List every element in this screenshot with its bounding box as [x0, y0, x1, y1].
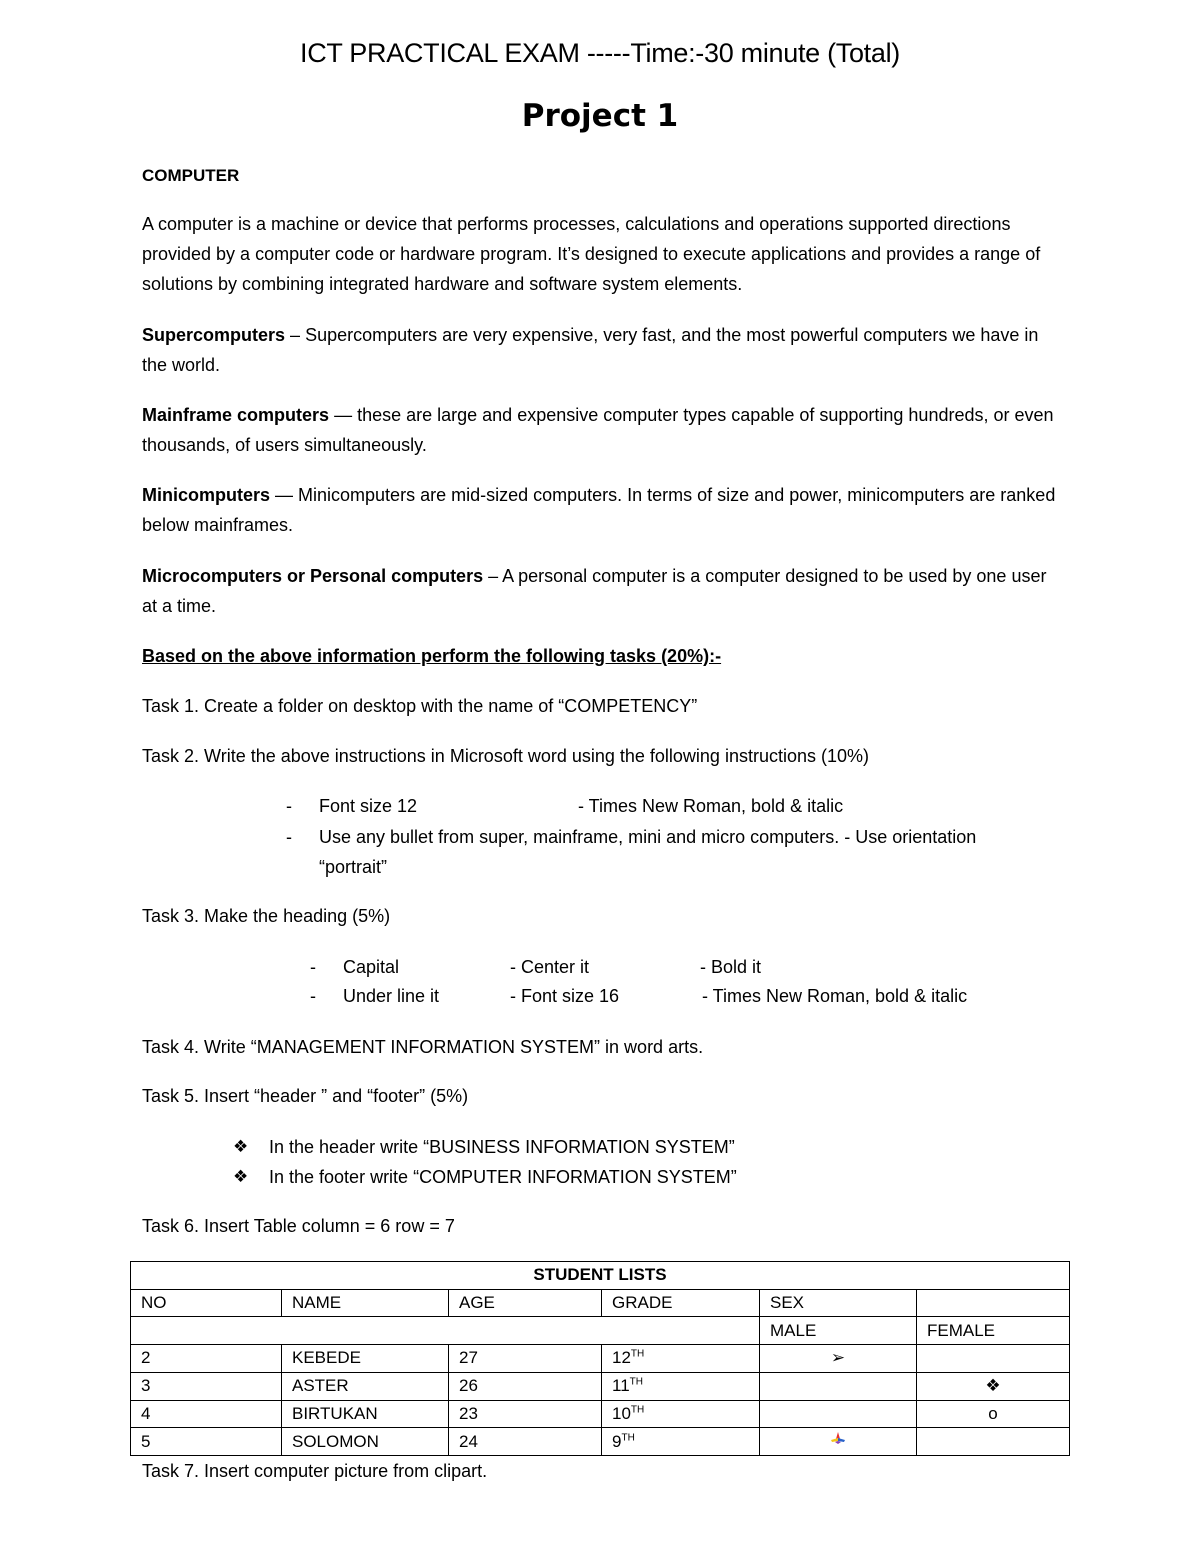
task-2-font-family: - Times New Roman, bold & italic: [578, 796, 844, 816]
cell-grade: [602, 1345, 760, 1373]
task-text: . Make the heading (5%): [194, 906, 391, 926]
table-caption-row: [131, 1262, 1070, 1290]
grade-value: 11: [612, 1376, 630, 1396]
task-5: [142, 1081, 1062, 1111]
table-header-row: [131, 1289, 1070, 1317]
cell-no: 2: [131, 1345, 282, 1373]
header-cell-empty: [917, 1289, 1070, 1317]
table-row: [131, 1428, 1070, 1456]
header-cell-grade: GRADE: [602, 1289, 760, 1317]
task-2-orientation: “portrait”: [319, 857, 388, 877]
exam-title: ICT PRACTICAL EXAM -----Time:-30 minute (Total): [300, 38, 900, 68]
separator: –: [285, 325, 306, 345]
cell-male: [760, 1400, 917, 1428]
separator: —: [329, 405, 358, 425]
cell-male: [760, 1372, 917, 1400]
cell-no: 5: [131, 1428, 282, 1456]
paragraph-mainframe: [142, 400, 1062, 460]
task-4: [142, 1032, 1062, 1062]
cell-name: SOLOMON: [282, 1428, 449, 1456]
header-cell-sex: SEX: [760, 1289, 917, 1317]
cell-age: 26: [449, 1372, 602, 1400]
header-cell-female: FEMALE: [917, 1317, 1070, 1345]
cell-no: 4: [131, 1400, 282, 1428]
task-text: . Write “MANAGEMENT INFORMATION SYSTEM” in word arts.: [194, 1037, 704, 1057]
task-label: Task 2: [142, 746, 195, 766]
colorful-clipart-icon: [829, 1430, 847, 1448]
task-label: Task 5: [142, 1086, 195, 1106]
subheader-empty-cell: [131, 1317, 760, 1345]
task-3-underline: Under line it: [343, 986, 440, 1006]
grade-suffix: TH: [629, 1376, 643, 1388]
task-label: Task 3: [142, 906, 195, 926]
task-6: [142, 1211, 1062, 1241]
table-subheader-row: [131, 1317, 1070, 1345]
separator: —: [270, 485, 299, 505]
definition-supercomputers: Supercomputers are very expensive, very fast, and the most powerful computers we have in the world.: [142, 325, 1039, 375]
diamond-bullet-icon: ❖: [233, 1167, 249, 1186]
separator: –: [483, 566, 503, 586]
header-cell-no: NO: [131, 1289, 282, 1317]
task-3-capital: Capital: [343, 957, 400, 977]
cell-male: [760, 1428, 917, 1456]
circle-bullet-icon: o: [988, 1403, 998, 1423]
header-cell-name: NAME: [282, 1289, 449, 1317]
dash-bullet: -: [286, 827, 292, 847]
definition-microcomputers: A personal computer is a computer designed to be used by one user at a time.: [142, 566, 1047, 616]
cell-male: [760, 1345, 917, 1373]
task-text: . Insert Table column = 6 row = 7: [194, 1216, 455, 1236]
task-2: [142, 741, 1062, 771]
cell-age: 27: [449, 1345, 602, 1373]
table-row: [131, 1400, 1070, 1428]
definition-minicomputers: Minicomputers are mid-sized computers. In terms of size and power, minicomputers are ranked below mainframes.: [142, 485, 1056, 535]
cell-female: [917, 1428, 1070, 1456]
table-row: [131, 1372, 1070, 1400]
task-3: [142, 901, 1062, 931]
task-label: Task 1: [142, 696, 195, 716]
grade-suffix: TH: [621, 1431, 635, 1443]
task-1: [142, 691, 1062, 721]
task-2-bullet-instruction: Use any bullet from super, mainframe, mini and micro computers. - Use orientation: [319, 827, 977, 847]
cell-age: 23: [449, 1400, 602, 1428]
task-3-bold: - Bold it: [700, 957, 762, 977]
grade-value: 10: [612, 1403, 631, 1423]
task-text: . Insert computer picture from clipart.: [194, 1461, 488, 1481]
dash-bullet: -: [310, 986, 316, 1006]
term-mainframe: Mainframe computers: [142, 405, 330, 425]
task-5-footer-instruction: In the footer write “COMPUTER INFORMATION SYSTEM”: [269, 1167, 737, 1187]
diamond-bullet-icon: ❖: [233, 1137, 249, 1156]
task-5-header-instruction: In the header write “BUSINESS INFORMATION SYSTEM”: [269, 1137, 735, 1157]
arrow-bullet-icon: ➢: [830, 1348, 846, 1368]
cell-female: [917, 1400, 1070, 1428]
grade-value: 9: [612, 1431, 622, 1451]
paragraph-microcomputers: [142, 561, 1062, 621]
header-cell-age: AGE: [449, 1289, 602, 1317]
cell-name: ASTER: [282, 1372, 449, 1400]
cell-age: 24: [449, 1428, 602, 1456]
term-minicomputers: Minicomputers: [142, 485, 271, 505]
task-text: . Write the above instructions in Microsoft word using the following instructions (10%): [194, 746, 869, 766]
header-cell-male: MALE: [760, 1317, 917, 1345]
task-label: Task 6: [142, 1216, 195, 1236]
task-text: . Insert “header ” and “footer” (5%): [194, 1086, 469, 1106]
paragraph-minicomputers: [142, 480, 1062, 540]
dash-bullet: -: [286, 796, 292, 816]
cell-grade: [602, 1428, 760, 1456]
term-supercomputers: Supercomputers: [142, 325, 286, 345]
table-row: [131, 1345, 1070, 1373]
task-3-font-family: - Times New Roman, bold & italic: [702, 986, 968, 1006]
project-title: Project 1: [521, 98, 679, 134]
grade-value: 12: [612, 1348, 631, 1368]
cell-name: KEBEDE: [282, 1345, 449, 1373]
table-caption: STUDENT LISTS: [131, 1262, 1070, 1290]
task-2-font-size: Font size 12: [319, 796, 418, 816]
definition-mainframe: these are large and expensive computer types capable of supporting hundreds, or even thousands, of users simultaneously.: [142, 405, 1054, 455]
diamond-bullet-icon: ❖: [985, 1376, 1001, 1396]
task-3-center: - Center it: [510, 957, 590, 977]
cell-grade: [602, 1400, 760, 1428]
tasks-heading: Based on the above information perform the following tasks (20%):-: [142, 646, 722, 666]
cell-no: 3: [131, 1372, 282, 1400]
grade-suffix: TH: [630, 1348, 645, 1360]
paragraph-supercomputers: [142, 320, 1062, 380]
task-text: . Create a folder on desktop with the name of “COMPETENCY”: [194, 696, 698, 716]
task-7: [142, 1456, 1062, 1486]
term-microcomputers: Microcomputers or Personal computers: [142, 566, 484, 586]
cell-grade: [602, 1372, 760, 1400]
task-label: Task 4: [142, 1037, 195, 1057]
student-list-table: [130, 1261, 1070, 1456]
intro-paragraph: A computer is a machine or device that performs processes, calculations and operations supported directions provided by a computer code or hardware program. It’s designed to execute applications and provides a range of solutions by combining integrated hardware and software system elements.: [142, 214, 1041, 294]
task-3-font-size: - Font size 16: [510, 986, 620, 1006]
grade-suffix: TH: [630, 1404, 645, 1416]
task-label: Task 7: [142, 1461, 195, 1481]
cell-female: [917, 1372, 1070, 1400]
section-heading: COMPUTER: [142, 166, 240, 185]
dash-bullet: -: [310, 957, 316, 977]
cell-name: BIRTUKAN: [282, 1400, 449, 1428]
cell-female: [917, 1345, 1070, 1373]
